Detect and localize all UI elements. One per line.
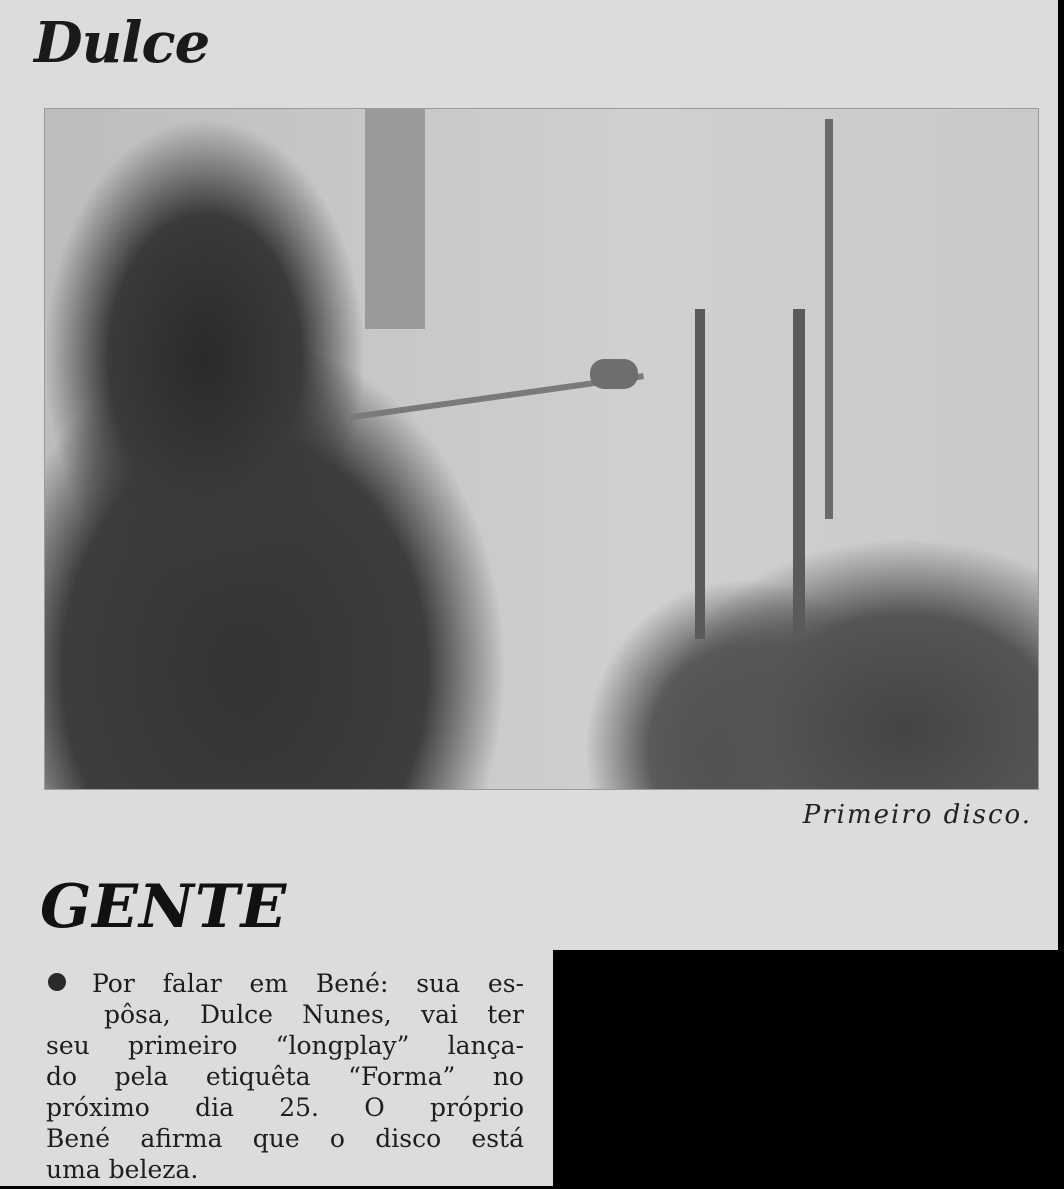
section-title-gente: GENTE bbox=[40, 872, 288, 942]
microphone-stand bbox=[695, 309, 705, 639]
background-column bbox=[365, 109, 425, 329]
bullet-dot-icon bbox=[48, 973, 66, 991]
scan-edge bbox=[1058, 0, 1064, 950]
article-line: pôsa, Dulce Nunes, vai ter bbox=[104, 1000, 524, 1029]
article-line: seu primeiro “longplay” lança- bbox=[46, 1031, 524, 1060]
microphone-stand bbox=[793, 309, 805, 639]
article-line-text: Por falar em Bené: sua es- bbox=[92, 969, 524, 998]
article-line: do pela etiquêta “Forma” no bbox=[46, 1062, 524, 1091]
masked-region bbox=[553, 950, 1064, 1189]
article-body bbox=[46, 968, 524, 1185]
article-line: Bené afirma que o disco está bbox=[46, 1124, 524, 1153]
headline-dulce: Dulce bbox=[34, 10, 210, 76]
photo-caption: Primeiro disco. bbox=[802, 800, 1032, 830]
microphone-head bbox=[590, 359, 638, 389]
microphone-stand bbox=[825, 119, 833, 519]
article-line: uma beleza. bbox=[46, 1155, 199, 1184]
article-line: próximo dia 25. O próprio bbox=[46, 1093, 524, 1122]
photo-singer-with-microphone bbox=[44, 108, 1039, 790]
article-line bbox=[46, 968, 524, 999]
